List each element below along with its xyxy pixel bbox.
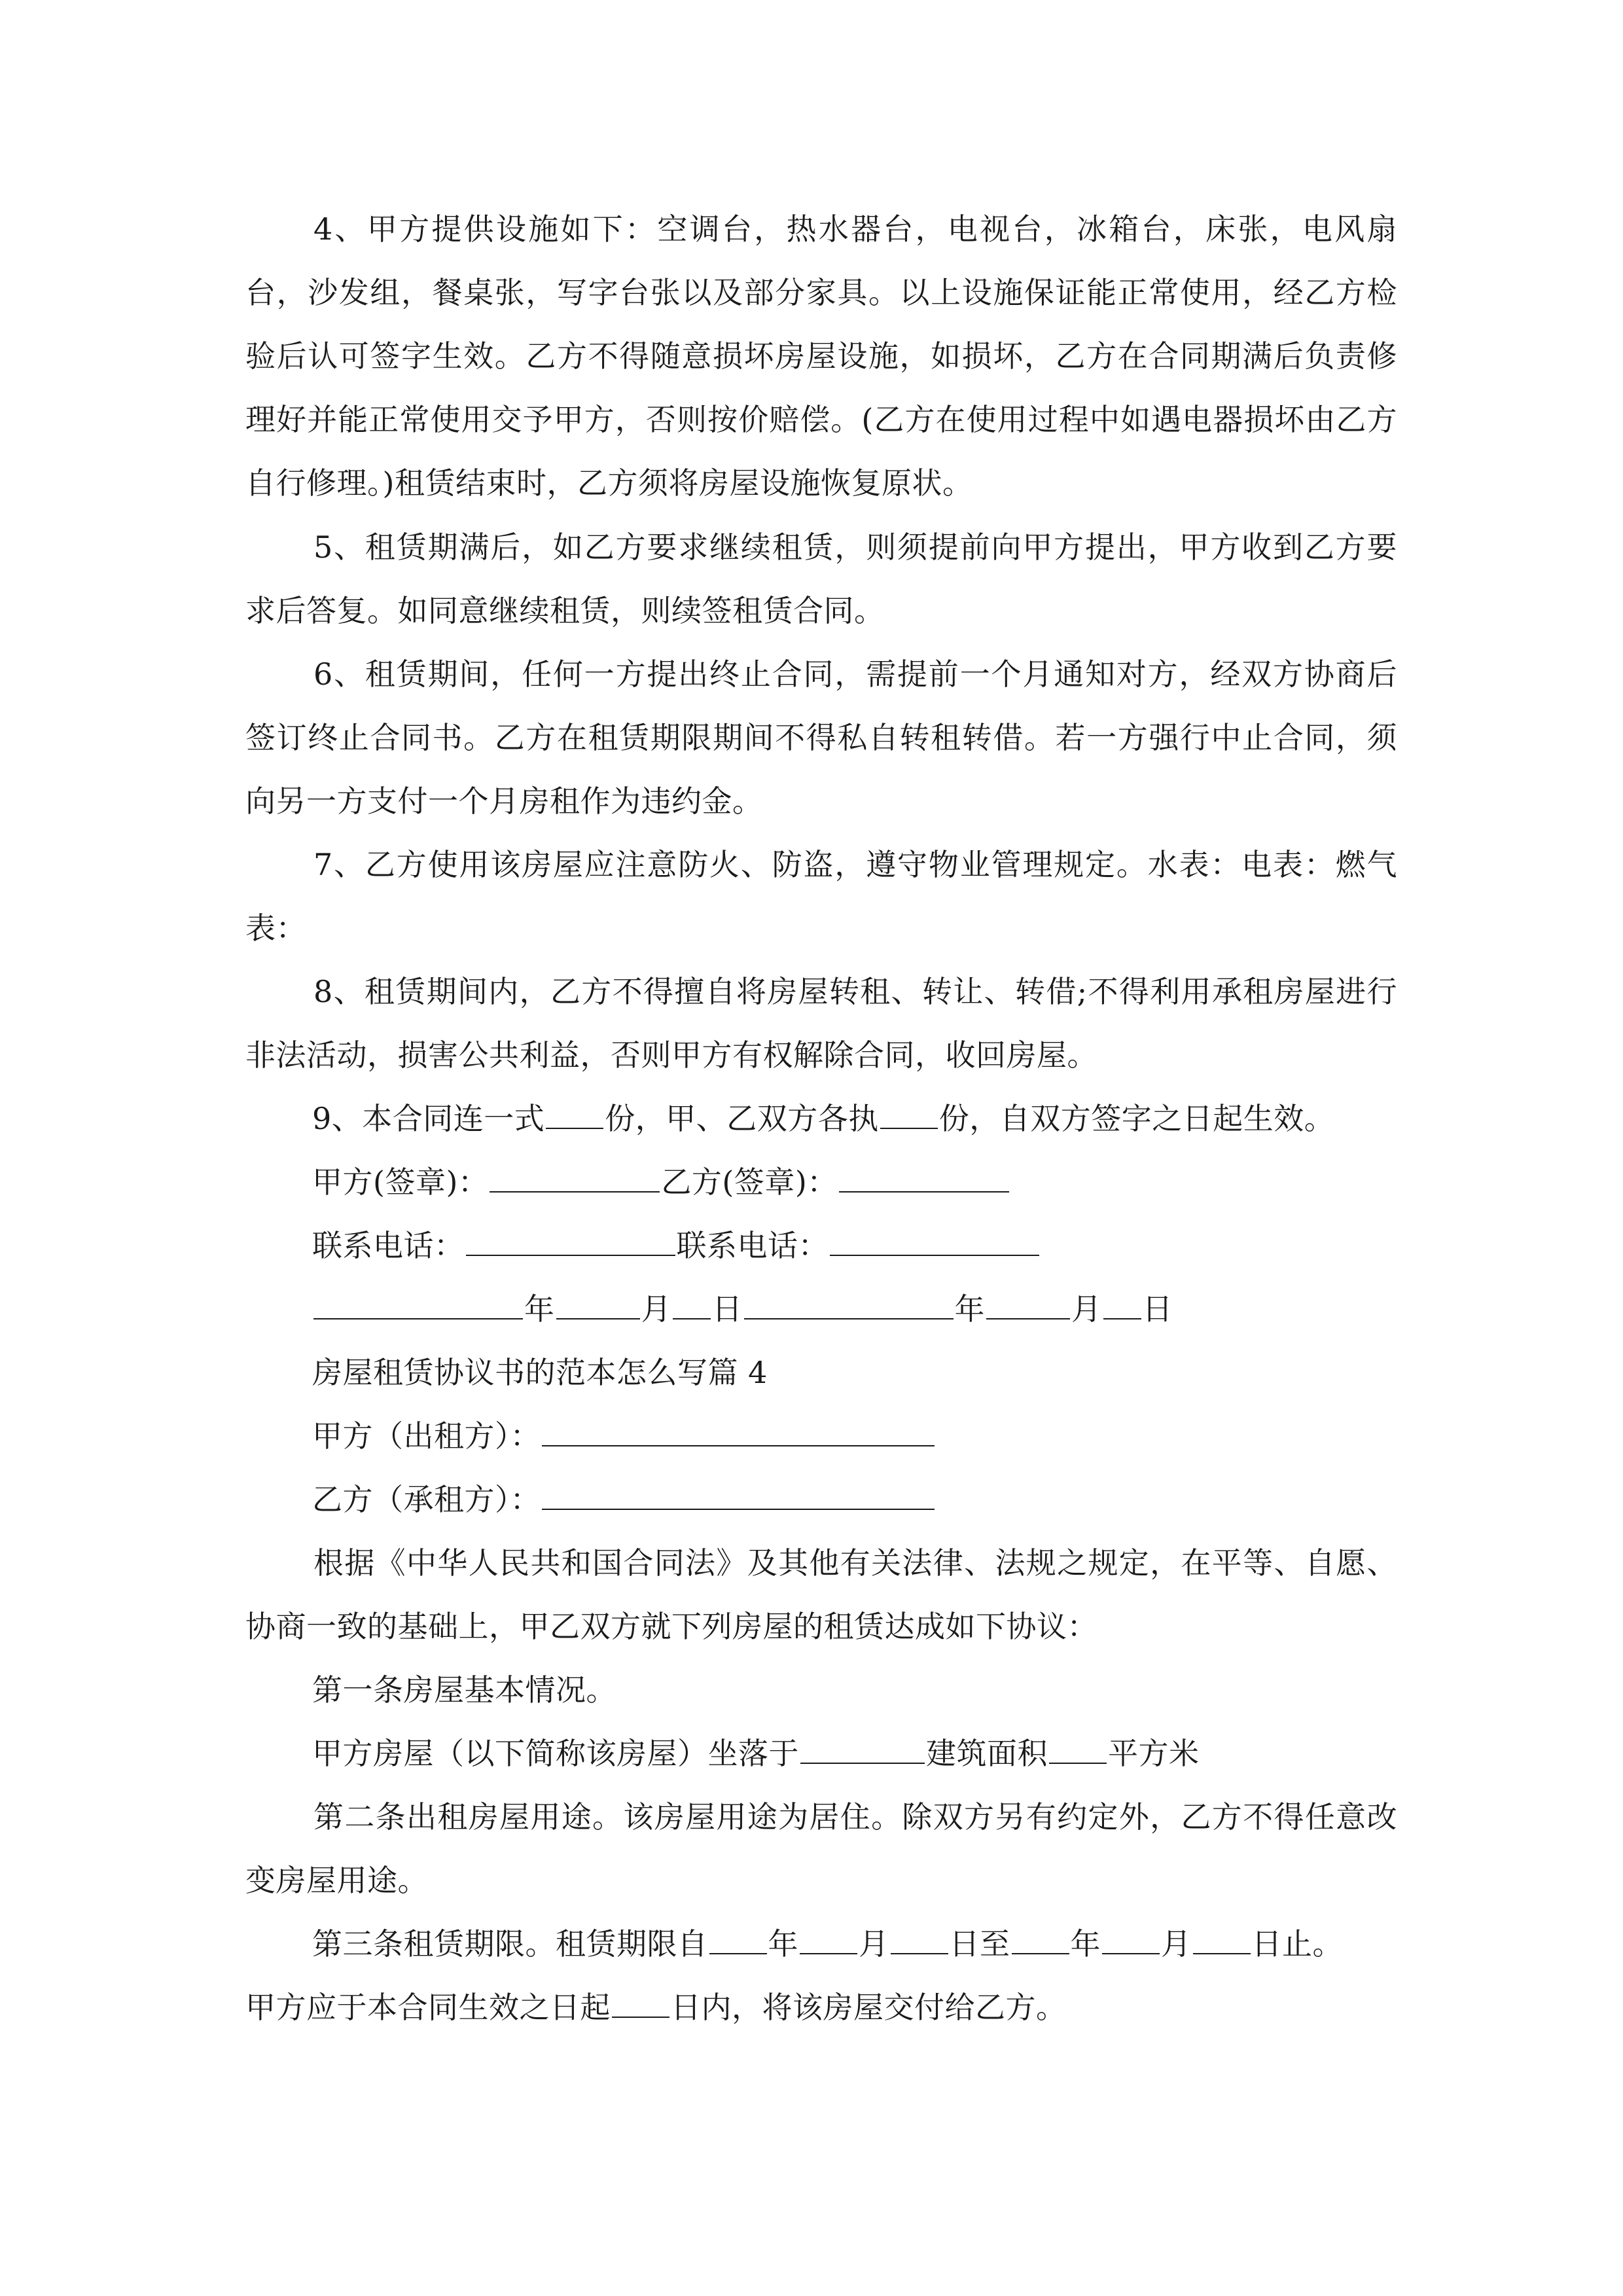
lessor-line xyxy=(312,1405,936,1468)
date-a-year-label: 年 xyxy=(524,1291,555,1327)
party-a-sign-label: 甲方(签章)： xyxy=(312,1164,489,1200)
lessee-blank xyxy=(542,1479,935,1510)
party-b-phone-label: 联系电话： xyxy=(676,1228,829,1263)
party-a-phone-blank xyxy=(466,1225,675,1256)
term-end-month-label: 月 xyxy=(1161,1926,1192,1962)
clause-8: 8、租赁期间内，乙方不得擅自将房屋转租、转让、转借;不得利用承租房屋进行非法活动，损害公共利益，否则甲方有权解除合同，收回房屋。 xyxy=(245,974,1397,1073)
delivery-days-blank xyxy=(612,1986,669,2018)
term-end-year-label: 年 xyxy=(1070,1926,1101,1962)
date-a-month-label: 月 xyxy=(641,1291,671,1327)
term-end-month-blank xyxy=(1102,1923,1160,1954)
term-to-label: 日至 xyxy=(949,1926,1010,1962)
party-a-sign-blank xyxy=(490,1161,660,1193)
date-b-day-label: 日 xyxy=(1142,1291,1173,1327)
date-b-year-label: 年 xyxy=(954,1291,985,1327)
copies-total-blank xyxy=(546,1098,603,1129)
area-blank xyxy=(1049,1732,1107,1764)
term-start-month-label: 月 xyxy=(859,1926,889,1962)
article-3-delivery xyxy=(245,1976,1067,2039)
date-a-year-blank xyxy=(313,1288,523,1319)
location-label: 甲方房屋（以下简称该房屋）坐落于 xyxy=(312,1736,799,1771)
term-start-year-blank xyxy=(709,1923,767,1954)
clause-4: 4、甲方提供设施如下：空调台，热水器台，电视台，冰箱台，床张，电风扇台，沙发组，餐桌张，写字台张以及部分家具。以上设施保证能正常使用，经乙方检验后认可签字生效。乙方不得随意损坏房屋设施，如损坏，乙方在合同期满后负责修理好并能正常使用交予甲方，否则按价赔偿。(乙方在使用过程中如遇电器损坏由乙方自行修理。)租赁结束时，乙方须将房屋设施恢复原状。 xyxy=(245,211,1397,501)
lessee-line xyxy=(312,1468,936,1532)
signature-line xyxy=(312,1151,1010,1214)
term-start-year-label: 年 xyxy=(768,1926,798,1962)
term-start-month-blank xyxy=(800,1923,857,1954)
date-line xyxy=(312,1278,1173,1341)
date-b-day-blank xyxy=(1103,1288,1141,1319)
clause-5: 5、租赁期满后，如乙方要求继续租赁，则须提前向甲方提出，甲方收到乙方要求后答复。如同意继续租赁，则续签租赁合同。 xyxy=(245,529,1397,628)
location-blank xyxy=(800,1732,925,1764)
date-a-day-blank xyxy=(673,1288,711,1319)
phone-line xyxy=(312,1214,1041,1278)
term-label: 第三条租赁期限。租赁期限自 xyxy=(312,1926,708,1962)
date-a-day-label: 日 xyxy=(712,1291,743,1327)
area-unit: 平方米 xyxy=(1108,1736,1200,1771)
article-1-location xyxy=(312,1722,1200,1785)
article-2: 第二条出租房屋用途。该房屋用途为居住。除双方另有约定外，乙方不得任意改变房屋用途。 xyxy=(245,1799,1397,1898)
lessee-label: 乙方（承租方）： xyxy=(312,1482,541,1517)
term-start-day-blank xyxy=(891,1923,948,1954)
party-a-phone-label: 联系电话： xyxy=(312,1228,465,1263)
clause-9-part-a: 9、本合同连一式 xyxy=(312,1101,545,1136)
copies-each-blank xyxy=(880,1098,938,1129)
clause-6: 6、租赁期间，任何一方提出终止合同，需提前一个月通知对方，经双方协商后签订终止合同书。乙方在租赁期限期间不得私自转租转借。若一方强行中止合同，须向另一方支付一个月房租作为违约金。 xyxy=(245,656,1397,819)
date-b-month-label: 月 xyxy=(1071,1291,1102,1327)
delivery-tail: 日内，将该房屋交付给乙方。 xyxy=(671,1990,1067,2025)
lessor-blank xyxy=(542,1415,935,1446)
party-b-sign-label: 乙方(签章)： xyxy=(661,1164,838,1200)
delivery-label: 甲方应于本合同生效之日起 xyxy=(245,1990,611,2025)
section-title-4: 房屋租赁协议书的范本怎么写篇 4 xyxy=(312,1355,768,1390)
term-end-day-blank xyxy=(1193,1923,1251,1954)
area-label: 建筑面积 xyxy=(926,1736,1048,1771)
date-b-year-blank xyxy=(744,1288,954,1319)
clause-9-part-b: 份，甲、乙双方各执 xyxy=(605,1101,879,1136)
party-b-sign-blank xyxy=(839,1161,1009,1193)
clause-9 xyxy=(312,1087,1334,1151)
clause-7: 7、乙方使用该房屋应注意防火、防盗，遵守物业管理规定。水表：电表：燃气表： xyxy=(245,847,1397,946)
date-a-month-blank xyxy=(556,1288,640,1319)
date-b-month-blank xyxy=(986,1288,1070,1319)
clause-9-part-c: 份，自双方签字之日起生效。 xyxy=(938,1101,1335,1136)
party-b-phone-blank xyxy=(830,1225,1039,1256)
article-1: 第一条房屋基本情况。 xyxy=(312,1672,616,1708)
lessor-label: 甲方（出租方）： xyxy=(312,1418,541,1454)
term-end-label: 日止。 xyxy=(1251,1926,1343,1962)
article-3 xyxy=(312,1912,1343,1976)
preamble: 根据《中华人民共和国合同法》及其他有关法律、法规之规定，在平等、自愿、协商一致的基础上，甲乙双方就下列房屋的租赁达成如下协议： xyxy=(245,1545,1397,1644)
term-end-year-blank xyxy=(1012,1923,1069,1954)
